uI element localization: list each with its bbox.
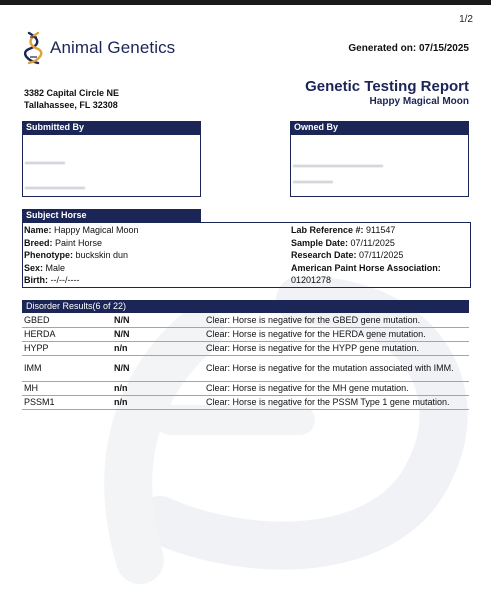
sample-date: Sample Date: 07/11/2025 bbox=[291, 237, 395, 248]
gene-name: IMM bbox=[22, 355, 112, 381]
gene-description: Clear: Horse is negative for the HERDA gene mutation. bbox=[204, 327, 469, 341]
disorder-results-table bbox=[22, 313, 469, 410]
brand-logo bbox=[24, 31, 175, 65]
lab-address bbox=[24, 87, 119, 111]
brand-name: Animal Genetics bbox=[50, 38, 176, 57]
subject-sex: Sex: Male bbox=[24, 262, 66, 273]
subject-name: Name: Happy Magical Moon bbox=[24, 225, 139, 235]
gene-result: n/n bbox=[112, 395, 204, 409]
table-row bbox=[22, 381, 469, 395]
gene-description: Clear: Horse is negative for the GBED gene mutation. bbox=[204, 313, 469, 327]
table-row bbox=[22, 395, 469, 409]
gene-name: GBED bbox=[22, 313, 112, 327]
report-horse-name: Happy Magical Moon bbox=[369, 96, 469, 107]
table-row bbox=[22, 313, 469, 327]
address-line-1: 3382 Capital Circle NE bbox=[24, 88, 120, 98]
gene-result: n/n bbox=[112, 381, 204, 395]
gene-name: MH bbox=[22, 381, 112, 395]
subject-birth: Birth: --/--/---- bbox=[24, 275, 80, 286]
table-row bbox=[22, 327, 469, 341]
submitted-by-header: Submitted By bbox=[22, 121, 201, 134]
table-row bbox=[22, 355, 469, 381]
gene-result: n/n bbox=[112, 341, 204, 355]
lab-reference: Lab Reference #: 911547 bbox=[291, 225, 396, 235]
table-row bbox=[22, 341, 469, 355]
dna-helix-icon bbox=[24, 31, 44, 65]
gene-result: N/N bbox=[112, 355, 204, 381]
owned-by-box bbox=[290, 134, 469, 197]
research-date: Research Date: 07/11/2025 bbox=[291, 250, 404, 261]
report-title: Genetic Testing Report bbox=[305, 78, 469, 95]
top-edge-bar bbox=[0, 0, 491, 5]
gene-result: N/N bbox=[112, 327, 204, 341]
gene-description: Clear: Horse is negative for the MH gene mutation. bbox=[204, 381, 469, 395]
redacted-text bbox=[25, 162, 65, 164]
gene-name: HERDA bbox=[22, 327, 112, 341]
gene-name: HYPP bbox=[22, 341, 112, 355]
generated-date: Generated on: 07/15/2025 bbox=[348, 43, 469, 54]
gene-name: PSSM1 bbox=[22, 395, 112, 409]
redacted-text bbox=[293, 165, 383, 167]
subject-details-right bbox=[291, 224, 441, 287]
gene-description: Clear: Horse is negative for the mutation associated with IMM. bbox=[204, 355, 469, 381]
association-label: American Paint Horse Association: bbox=[291, 262, 441, 273]
redacted-text bbox=[293, 181, 333, 183]
submitted-by-box bbox=[22, 134, 201, 197]
redacted-text bbox=[25, 187, 85, 189]
owned-by-header: Owned By bbox=[290, 121, 469, 134]
subject-phenotype: Phenotype: buckskin dun bbox=[24, 250, 129, 261]
subject-details-left bbox=[24, 224, 139, 287]
gene-description: Clear: Horse is negative for the PSSM Type 1 gene mutation. bbox=[204, 395, 469, 409]
page-number: 1/2 bbox=[459, 14, 473, 25]
gene-result: N/N bbox=[112, 313, 204, 327]
association-number: 01201278 bbox=[291, 275, 332, 286]
gene-description: Clear: Horse is negative for the HYPP gene mutation. bbox=[204, 341, 469, 355]
disorder-results-header: Disorder Results(6 of 22) bbox=[22, 300, 469, 313]
address-line-2: Tallahassee, FL 32308 bbox=[24, 100, 118, 110]
subject-breed: Breed: Paint Horse bbox=[24, 237, 103, 248]
subject-horse-header: Subject Horse bbox=[22, 209, 201, 222]
